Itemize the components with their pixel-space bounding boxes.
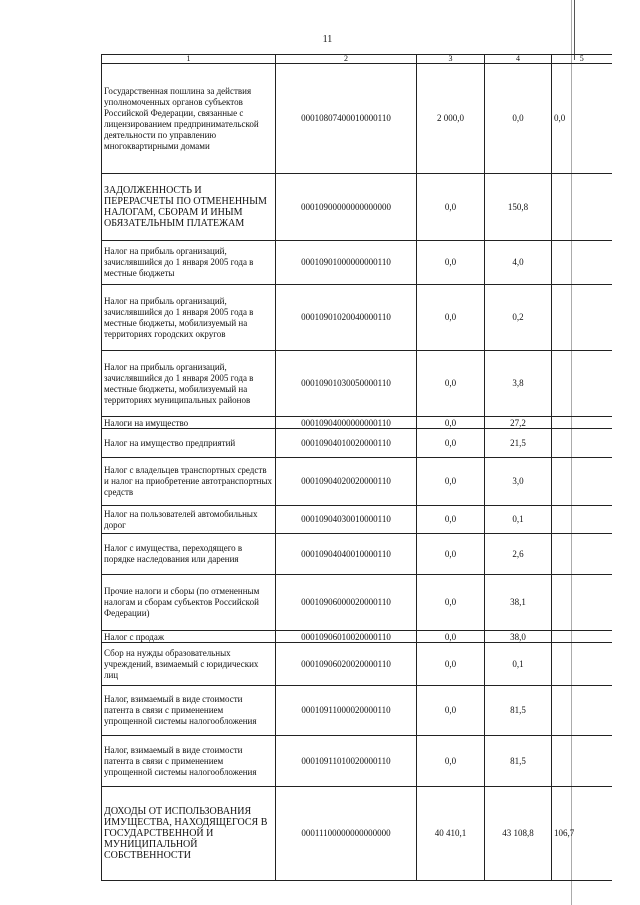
row-code: 00010901030050000110: [276, 351, 417, 417]
row-col5: 106,7: [552, 787, 612, 881]
row-col5: [552, 736, 612, 787]
row-name: Сбор на нужды образовательных учреждений, взимаемый с юридических лиц: [102, 643, 276, 686]
row-col4: 3,0: [485, 458, 552, 506]
row-col4: 0,1: [485, 506, 552, 534]
row-col3: 0,0: [417, 686, 485, 736]
row-code: 00010904030010000110: [276, 506, 417, 534]
row-name: Налог на имущество предприятий: [102, 429, 276, 458]
row-code: 00010906010020000110: [276, 631, 417, 643]
row-col5: [552, 643, 612, 686]
row-col3: 0,0: [417, 285, 485, 351]
row-col3: 0,0: [417, 351, 485, 417]
scan-edge-line-upper: [574, 0, 575, 60]
header-col-4: 4: [485, 55, 552, 64]
row-col5: [552, 631, 612, 643]
row-col4: 81,5: [485, 736, 552, 787]
row-col5: [552, 686, 612, 736]
row-col3: 0,0: [417, 506, 485, 534]
row-col4: 38,0: [485, 631, 552, 643]
row-col4: 27,2: [485, 417, 552, 429]
row-name: Налог на прибыль организаций, зачислявшийся до 1 января 2005 года в местные бюджеты: [102, 241, 276, 285]
table-body: [102, 55, 612, 881]
row-name: Прочие налоги и сборы (по отмененным налогам и сборам субъектов Российской Федерации): [102, 575, 276, 631]
row-code: 00010906020020000110: [276, 643, 417, 686]
revenue-table: [101, 54, 612, 881]
table-row: [102, 686, 612, 736]
row-col4: 150,8: [485, 174, 552, 241]
row-col5: [552, 174, 612, 241]
table-row: [102, 458, 612, 506]
row-col3: 40 410,1: [417, 787, 485, 881]
row-col3: 0,0: [417, 631, 485, 643]
row-col3: 0,0: [417, 575, 485, 631]
row-col5: [552, 417, 612, 429]
row-name: Налог, взимаемый в виде стоимости патента в связи с применением упрощенной системы налогообложения: [102, 736, 276, 787]
header-col-1: 1: [102, 55, 276, 64]
row-col3: 0,0: [417, 643, 485, 686]
row-col4: 43 108,8: [485, 787, 552, 881]
row-col3: 0,0: [417, 417, 485, 429]
table-row: [102, 643, 612, 686]
row-col5: [552, 429, 612, 458]
table-row: [102, 429, 612, 458]
row-name: Государственная пошлина за действия уполномоченных органов субъектов Российской Федерации, связанные с лицензированием предпринимательской деятельности по управлению многоквартирными домами: [102, 64, 276, 174]
row-name: Налог на прибыль организаций, зачислявшийся до 1 января 2005 года в местные бюджеты, мобилизуемый на территориях муниципальных районов: [102, 351, 276, 417]
row-col3: 2 000,0: [417, 64, 485, 174]
row-name: Налоги на имущество: [102, 417, 276, 429]
row-col5: [552, 241, 612, 285]
table-row: [102, 736, 612, 787]
row-col3: 0,0: [417, 736, 485, 787]
row-col4: 81,5: [485, 686, 552, 736]
row-code: 00010911010020000110: [276, 736, 417, 787]
page-number: 11: [322, 34, 333, 45]
row-col5: [552, 534, 612, 575]
table-row: [102, 534, 612, 575]
row-code: 00011100000000000000: [276, 787, 417, 881]
row-col4: 38,1: [485, 575, 552, 631]
table-row: [102, 285, 612, 351]
row-name: Налог, взимаемый в виде стоимости патента в связи с применением упрощенной системы налогообложения: [102, 686, 276, 736]
row-col5: [552, 351, 612, 417]
row-name: Налог на пользователей автомобильных дорог: [102, 506, 276, 534]
row-col4: 4,0: [485, 241, 552, 285]
row-col3: 0,0: [417, 174, 485, 241]
header-col-5: 5: [552, 55, 612, 64]
row-code: 00010911000020000110: [276, 686, 417, 736]
table-row: [102, 787, 612, 881]
row-code: 00010906000020000110: [276, 575, 417, 631]
row-col4: 21,5: [485, 429, 552, 458]
row-name: ЗАДОЛЖЕННОСТЬ И ПЕРЕРАСЧЕТЫ ПО ОТМЕНЕННЫМ НАЛОГАМ, СБОРАМ И ИНЫМ ОБЯЗАТЕЛЬНЫМ ПЛАТЕЖАМ: [102, 174, 276, 241]
header-col-3: 3: [417, 55, 485, 64]
row-name: ДОХОДЫ ОТ ИСПОЛЬЗОВАНИЯ ИМУЩЕСТВА, НАХОДЯЩЕГОСЯ В ГОСУДАРСТВЕННОЙ И МУНИЦИПАЛЬНОЙ СОБСТВЕННОСТИ: [102, 787, 276, 881]
row-col4: 0,0: [485, 64, 552, 174]
table-row: [102, 64, 612, 174]
row-col5: [552, 506, 612, 534]
row-col3: 0,0: [417, 458, 485, 506]
row-code: 00010900000000000000: [276, 174, 417, 241]
row-col4: 2,6: [485, 534, 552, 575]
table-row: [102, 241, 612, 285]
header-col-2: 2: [276, 55, 417, 64]
row-name: Налог с имущества, переходящего в порядке наследования или дарения: [102, 534, 276, 575]
row-col3: 0,0: [417, 534, 485, 575]
row-code: 00010904010020000110: [276, 429, 417, 458]
row-code: 00010904020020000110: [276, 458, 417, 506]
row-code: 00010901020040000110: [276, 285, 417, 351]
row-col4: 3,8: [485, 351, 552, 417]
row-col4: 0,2: [485, 285, 552, 351]
table-row: [102, 575, 612, 631]
row-col3: 0,0: [417, 241, 485, 285]
row-name: Налог с продаж: [102, 631, 276, 643]
row-col4: 0,1: [485, 643, 552, 686]
row-code: 00010904000000000110: [276, 417, 417, 429]
row-code: 00010901000000000110: [276, 241, 417, 285]
row-col5: [552, 575, 612, 631]
row-col5: 0,0: [552, 64, 612, 174]
table-row: [102, 351, 612, 417]
row-col3: 0,0: [417, 429, 485, 458]
table-row: [102, 631, 612, 643]
table-row: [102, 417, 612, 429]
row-code: 00010904040010000110: [276, 534, 417, 575]
row-name: Налог с владельцев транспортных средств и налог на приобретение автотранспортных средств: [102, 458, 276, 506]
row-name: Налог на прибыль организаций, зачислявшийся до 1 января 2005 года в местные бюджеты, мобилизуемый на территориях городских округов: [102, 285, 276, 351]
row-code: 00010807400010000110: [276, 64, 417, 174]
table-row: [102, 506, 612, 534]
table-row: [102, 174, 612, 241]
row-col5: [552, 285, 612, 351]
header-row: [102, 55, 612, 64]
row-col5: [552, 458, 612, 506]
